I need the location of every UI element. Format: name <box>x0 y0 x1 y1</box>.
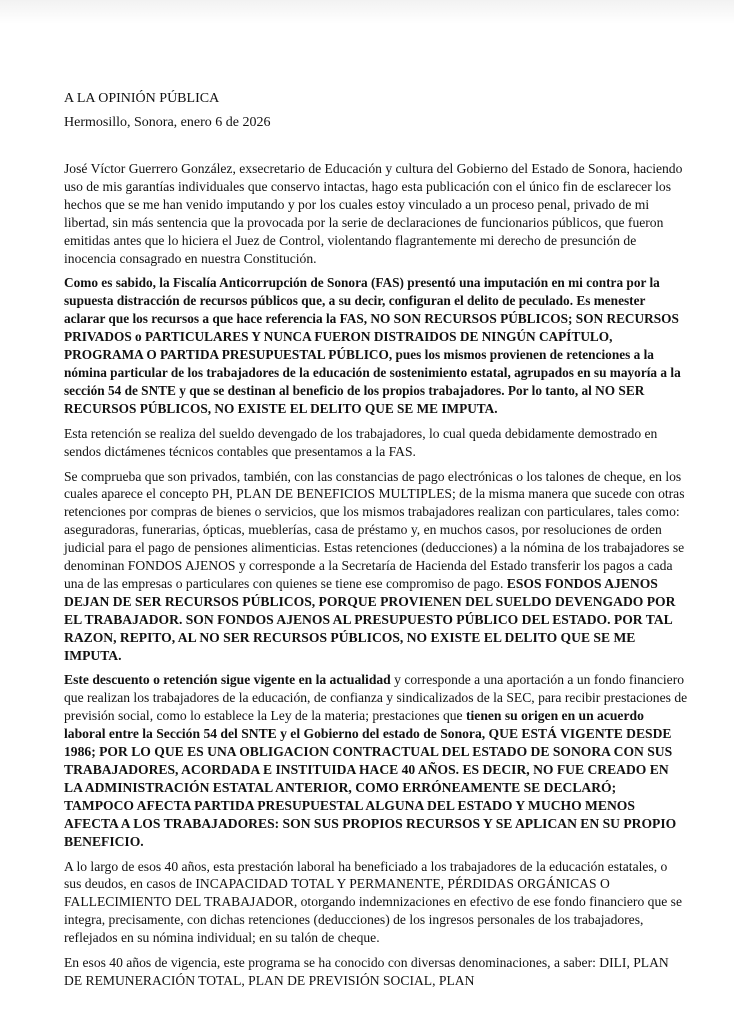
paragraph-2 <box>64 274 688 417</box>
paragraph-6-run-1: A lo largo de esos 40 años, esta prestación laboral ha beneficiado a los trabajadores de la educación estatales, o sus deudos, en casos de INCAPACIDAD TOTAL Y PERMANENTE, PÉRDIDAS ORGÁNICAS O FALLECIMIENTO DEL TRABAJADOR, otorgando indemnizaciones en efectivo de ese fondo financiero que se integra, precisamente, con dichas retenciones (deducciones) de los ingresos personales de los trabajadores, reflejados en su nómina individual; en su talón de cheque. <box>64 858 682 946</box>
paragraph-4 <box>64 468 688 665</box>
paragraph-1 <box>64 160 688 267</box>
paragraph-4-run-2: ESOS FONDOS AJENOS DEJAN DE SER RECURSOS PÚBLICOS, PORQUE PROVIENEN DEL SUELDO DEVENGADO POR EL TRABAJADOR. SON FONDOS AJENOS AL PRESUPUESTO PÚBLICO DEL ESTADO. POR TAL RAZON, REPITO, AL NO SER RECURSOS PÚBLICOS, NO EXISTE EL DELITO QUE SE ME IMPUTA. <box>64 575 676 663</box>
paragraph-7-run-1: En esos 40 años de vigencia, este programa se ha conocido con diversas denominaciones, a saber: DILI, PLAN DE REMUNERACIÓN TOTAL, PLAN DE PREVISIÓN SOCIAL, PLAN <box>64 955 669 988</box>
paragraph-6 <box>64 858 688 948</box>
scan-edge-shadow <box>0 0 734 24</box>
paragraph-5-run-3: tienen su origen en un acuerdo laboral entre la Sección 54 del SNTE y el Gobierno del estado de Sonora, QUE ESTÁ VIGENTE DESDE 1986; POR LO QUE ES UNA OBLIGACION CONTRACTUAL DEL ESTADO DE SONORA CON SUS TRABAJADORES, ACORDADA E INSTITUIDA HACE 40 AÑOS. ES DECIR, NO FUE CREADO EN LA ADMINISTRACIÓN ESTATAL ANTERIOR, COMO ERRÓNEAMENTE SE DECLARÓ; TAMPOCO AFECTA PARTIDA PRESUPUESTAL ALGUNA DEL ESTADO Y MUCHO MENOS AFECTA A LOS TRABAJADORES: SON SUS PROPIOS RECURSOS Y SE APLICAN EN SU PROPIO BENEFICIO. <box>64 708 677 849</box>
paragraph-5-run-2: y corresponde a una aportación a un fondo financiero que realizan los trabajadores de la educación, de confianza y sindicalizados de la SEC, para recibir prestaciones de previsión social, como lo establece la Ley de la materia; prestaciones que <box>64 672 688 724</box>
paragraph-4-run-1: Se comprueba que son privados, también, con las constancias de pago electrónicas o los talones de cheque, en los cuales aparece el concepto PH, PLAN DE BENEFICIOS MULTIPLES; de la misma manera que sucede con otras retenciones por compras de bienes o servicios, que los mismos trabajadores realizan con particulares, tales como: aseguradoras, funerarias, ópticas, mueblerías, casa de préstamo y, en muchos casos, por resoluciones de orden judicial para el pago de pensiones alimenticias. Estas retenciones (deducciones) a la nómina de los trabajadores se denominan FONDOS AJENOS y corresponde a la Secretaría de Hacienda del Estado transferir los pagos a cada una de las empresas o particulares con quienes se tiene ese compromiso de pago. <box>64 468 685 591</box>
paragraph-5-run-1: Este descuento o retención sigue vigente en la actualidad <box>64 672 391 688</box>
paragraph-3 <box>64 425 688 461</box>
date-line: Hermosillo, Sonora, enero 6 de 2026 <box>64 115 271 130</box>
document-heading: A LA OPINIÓN PÚBLICA <box>64 91 220 106</box>
paragraph-3-run-1: Esta retención se realiza del sueldo devengado de los trabajadores, lo cual queda debidamente demostrado en sendos dictámenes técnicos contables que presentamos a la FAS. <box>64 425 658 459</box>
paragraph-2-run-1: Como es sabido, la Fiscalía Anticorrupción de Sonora (FAS) presentó una imputación en mi contra por la supuesta distracción de recursos públicos que, a su decir, configuran el delito de peculado. Es menester aclarar que los recursos a que hace referencia la FAS, NO SON RECURSOS PÚBLICOS; SON RECURSOS PRIVADOS o PARTICULARES Y NUNCA FUERON DISTRAIDOS DE NINGÚN CAPÍTULO, PROGRAMA O PARTIDA PRESUPUESTAL PÚBLICO, pues los mismos provienen de retenciones a la nómina particular de los trabajadores de la educación de sostenimiento estatal, agrupados en su mayoría a la sección 54 de SNTE y que se destinan al beneficio de los propios trabajadores. Por lo tanto, al NO SER RECURSOS PÚBLICOS, NO EXISTE EL DELITO QUE SE ME IMPUTA. <box>64 275 681 416</box>
paragraph-1-run-1: José Víctor Guerrero González, exsecretario de Educación y cultura del Gobierno del Estado de Sonora, haciendo uso de mis garantías individuales que conservo intactas, hago esta publicación con el único fin de esclarecer los hechos que se me han venido imputando y por los cuales estoy vinculado a un proceso penal, privado de mi libertad, sin más sentencia que la provocada por la serie de declaraciones de funcionarios públicos, que fueron emitidas antes que lo hiciera el Juez de Control, violentando flagrantemente mi derecho de presunción de inocencia consagrado en nuestra Constitución. <box>64 161 683 266</box>
paragraph-7 <box>64 954 688 990</box>
document-body <box>64 160 688 990</box>
paragraph-5 <box>64 671 688 850</box>
